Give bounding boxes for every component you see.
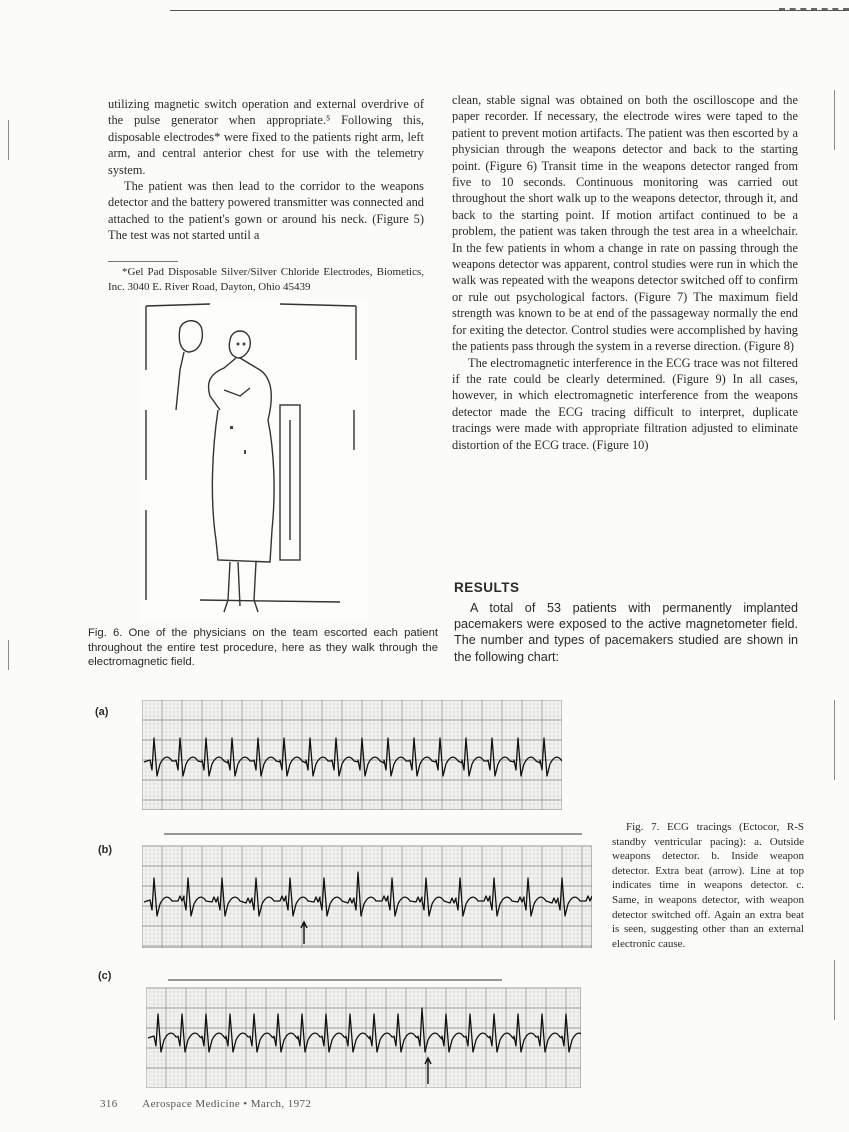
- journal-citation: Aerospace Medicine • March, 1972: [142, 1098, 312, 1110]
- scan-top-rule: [170, 10, 849, 11]
- scan-margin-mark: [834, 90, 835, 150]
- panel-label-b: (b): [98, 844, 113, 856]
- ecg-tracing-b: [142, 830, 592, 948]
- right-paragraph-2: The electromagnetic interference in the ECG trace was not filtered if the rate could be clearly determined. (Figure 9) In all cases, however, in which electromagnetic interference from the weapons detector made the ECG tracing difficult to interpret, duplicate tracings were made with appropriate filtration adjusted to eliminate distortion of the ECG trace. (Figure 10): [452, 355, 798, 452]
- footnote: *Gel Pad Disposable Silver/Silver Chloride Electrodes, Biometics, Inc. 3040 E. River Road, Dayton, Ohio 45439: [108, 266, 424, 293]
- scan-margin-mark: [834, 960, 835, 1020]
- scan-margin-mark: [834, 700, 835, 780]
- footnote-rule: [108, 261, 178, 262]
- figure-6-photo: [140, 300, 368, 620]
- scan-top-dash: [779, 0, 849, 10]
- ecg-tracing-c: [146, 976, 581, 1088]
- panel-label-a: (a): [95, 706, 109, 718]
- left-paragraph-2: The patient was then lead to the corridor to the weapons detector and the battery powered transmitter was connected and attached to the patient's gown or around his neck. (Figure 5) The test was not started until a: [108, 179, 424, 243]
- left-paragraph-1: utilizing magnetic switch operation and external overdrive of the pulse generator when appropriate.⁵ Following this, disposable electrodes* were fixed to the patients right arm, left arm, and central anterior chest for use with the telemetry system.: [108, 97, 424, 177]
- left-column: [108, 96, 424, 244]
- ecg-tracing-a: [142, 700, 562, 810]
- page-number: 316: [100, 1098, 118, 1110]
- right-paragraph-1: clean, stable signal was obtained on both the oscilloscope and the paper recorder. If necessary, the electrode wires were taped to the patient to prevent motion artifacts. The patient was then escorted by a physician through the weapons detector and back to the starting point. (Figure 6) Transit time in the weapons detector ranged from five to 10 seconds. Continuous monitoring was carried out throughout the short walk up to the weapons detector, through it, and back to the starting point. If motion artifact continued to be a problem, the patient was taken through the test area in a wheelchair. In the few patients in whom a change in rate on passing through the weapons detector was apparent, control studies were run in which the walk was repeated with the weapons detector switched off to confirm or rule out psychological factors. (Figure 7) The maximum field strength was known to be at end of the passageway normally the end for exiting the detector. Control studies were accomplished by having the patients pass through the system in a reverse direction. (Figure 8): [452, 93, 798, 354]
- page-footer: [100, 1098, 311, 1110]
- results-heading: RESULTS: [454, 580, 520, 595]
- figure-6-caption: Fig. 6. One of the physicians on the team escorted each patient throughout the entire test procedure, here as they walk through the electromagnetic field.: [88, 627, 438, 668]
- results-body: [454, 600, 798, 665]
- scan-margin-mark: [8, 640, 9, 670]
- right-column: [452, 92, 798, 453]
- results-paragraph: A total of 53 patients with permanently implanted pacemakers were exposed to the active magnetometer field. The number and types of pacemakers studied are shown in the following chart:: [454, 601, 798, 664]
- panel-label-c: (c): [98, 970, 112, 982]
- figure-7-caption: Fig. 7. ECG tracings (Ectocor, R-S standby ventricular pacing): a. Outside weapons detector. b. Inside weapon detector. Extra beat (arrow). Line at top indicates time in weapons detector. c. Same, in weapons detector, with weapon detector switched off. Again an extra beat is seen, suggesting other than an external electronic cause.: [612, 821, 804, 950]
- scan-margin-mark: [8, 120, 9, 160]
- ecg-grid-frame: [146, 988, 581, 1088]
